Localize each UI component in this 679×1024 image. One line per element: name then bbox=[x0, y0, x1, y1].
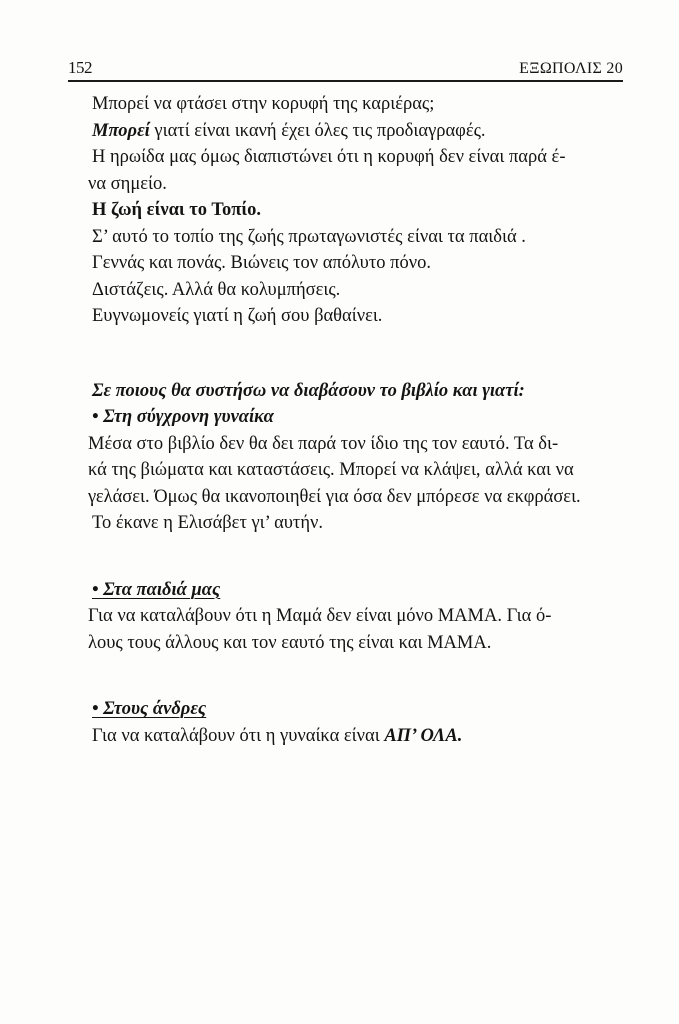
section-spacer bbox=[92, 656, 622, 696]
emphasis-text: Μπορεί bbox=[92, 120, 150, 141]
section-spacer bbox=[92, 330, 622, 378]
paragraph-line: Μέσα στο βιβλίο δεν θα δει παρά τον ίδιο της τον εαυτό. Τα δι- bbox=[88, 433, 559, 454]
page-body bbox=[88, 91, 622, 749]
section-heading: Σε ποιους θα συστήσω να διαβάσουν το βιβλίο και γιατί: bbox=[92, 380, 525, 401]
poem-line bbox=[92, 118, 622, 145]
poem-line: Η ηρωίδα μας όμως διαπιστώνει ότι η κορυφή δεν είναι παρά έ- bbox=[92, 147, 566, 167]
poem-line: Ευγνωμονείς γιατί η ζωή σου βαθαίνει. bbox=[92, 306, 383, 326]
subheading-children: • Στα παιδιά μας bbox=[92, 579, 221, 600]
subheading-men: • Στους άνδρες bbox=[92, 699, 207, 719]
paragraph-line: λους τους άλλους και τον εαυτό της είναι και ΜΑΜΑ. bbox=[88, 632, 492, 653]
poem-line: Σ’ αυτό το τοπίο της ζωής πρωταγωνιστές είναι τα παιδιά . bbox=[92, 226, 526, 247]
poem-line-text: γιατί είναι ικανή έχει όλες τις προδιαγραφές. bbox=[149, 120, 486, 141]
poem-line: να σημείο. bbox=[88, 173, 167, 194]
running-head: ΕΞΩΠΟΛΙΣ 20 bbox=[519, 60, 623, 77]
paragraph-line: Το έκανε η Ελισάβετ γι’ αυτήν. bbox=[92, 513, 324, 533]
section-spacer bbox=[92, 537, 622, 577]
paragraph-line: Για να καταλάβουν ότι η Μαμά δεν είναι μόνο ΜΑΜΑ. Για ό- bbox=[88, 606, 552, 626]
poem-line: Γεννάς και πονάς. Βιώνεις τον απόλυτο πόνο. bbox=[92, 253, 431, 273]
poem-line: Μπορεί να φτάσει στην κορυφή της καριέρας; bbox=[92, 94, 435, 114]
subheading-women: • Στη σύγχρονη γυναίκα bbox=[92, 407, 274, 427]
poem-line-bold: Η ζωή είναι το Τοπίο. bbox=[92, 200, 261, 220]
page-number: 152 bbox=[68, 58, 92, 77]
poem-line: Διστάζεις. Αλλά θα κολυμπήσεις. bbox=[92, 279, 341, 300]
paragraph-line: κά της βιώματα και καταστάσεις. Μπορεί να κλάψει, αλλά και να bbox=[88, 460, 574, 480]
paragraph-line bbox=[92, 723, 622, 750]
emphasis-text: ΑΠ’ ΟΛΑ. bbox=[384, 725, 463, 746]
page-header bbox=[68, 58, 623, 82]
paragraph-text: Για να καταλάβουν ότι η γυναίκα είναι bbox=[92, 725, 385, 746]
paragraph-line: γελάσει. Όμως θα ικανοποιηθεί για όσα δεν μπόρεσε να εκφράσει. bbox=[88, 486, 581, 507]
